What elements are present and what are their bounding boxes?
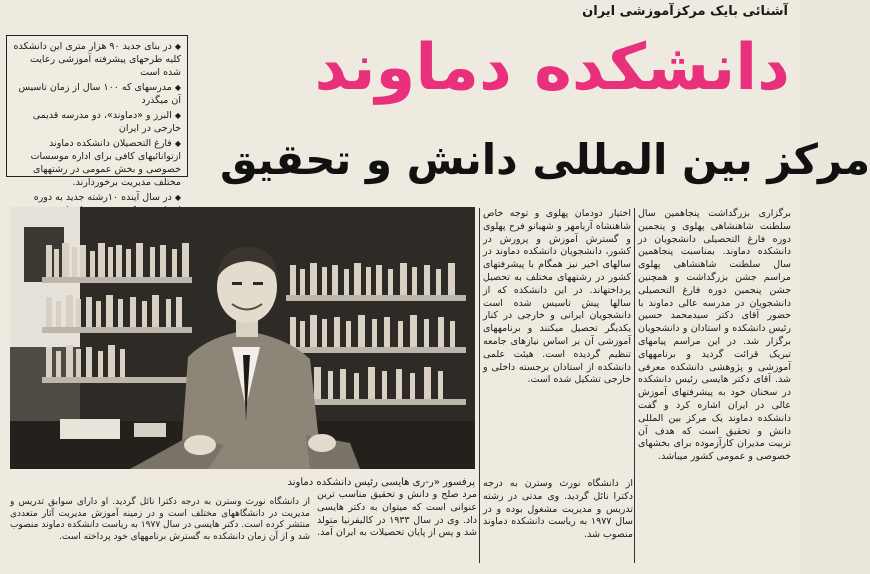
article-column-right bbox=[638, 208, 791, 566]
summary-item: ◆فارغ التحصیلان دانشکده دماوند ازتوانائیهای کافی برای اداره موسسات خصوصی و بخش عمومی در رشتههای مختلف مدیریت برخوردارند. bbox=[30, 138, 181, 188]
kicker: آشنائی بایک مرکزآموزشی ایران bbox=[582, 4, 788, 19]
article-column-bottom-left bbox=[10, 497, 310, 567]
article-column-middle-lower bbox=[483, 478, 633, 572]
article-text: اختیار دودمان پهلوی و توجه خاص شاهنشاه آریامهر و شهبانو فرح پهلوی و گسترش آموزش و پرورش در کشور، دانشجویان دانشکده دماوند در سالهای اخیر نیز همگام با پیشرفتهای کشور در رشتههای مختلف به تحصیل پرداختهاند. در این دانشکده که از سالها پیش تاسیس شده است دانشجویان ایرانی و خارجی در کنار یکدیگر تحصیل میکنند و برنامههای آموزشی آن بر اساس نیازهای جامعه تنظیم گردیده است. هیئت علمی دانشکده از استادان برجسته داخلی و خارجی تشکیل شده است. bbox=[483, 208, 631, 386]
column-divider bbox=[634, 208, 635, 563]
summary-item: ◆در سال آینده ۱۰رشته جدید به دوره bbox=[33, 192, 181, 203]
article-text: برگزاری بزرگداشت پنجاهمین سال سلطنت شاهنشاهی پهلوی و پنجمین دوره فارغ التحصیلی دانشجویان در دانشکده دماوند. بمناسبت پنجاهمین سال سلطنت شاهنشاهی پهلوی مراسم جشن بزرگداشت و همچنین جشن پنجمین دوره فارغ التحصیلی دانشجویان در مدرسه عالی دماوند با حضور آقای دکتر سیدمحمد حسین رئیس دانشکده و استادان و دانشجویان برگزار شد. در این مراسم پیامهای تبریک قرائت گردید و برنامههای آموزشی و پژوهشی دانشکده معرفی شد. آقای دکتر هایسی رئیس دانشکده در سخنان خود به پیشرفتهای آموزش عالی در ایران اشاره کرد و گفت دانشکده دماوند یک مرکز بین المللی دانش و تحقیق است که هدف آن تربیت مدیران کارآزموده برای بخشهای خصوصی و عمومی کشور میباشد. bbox=[638, 208, 791, 463]
summary-item: ◆مدرسهای که ۱۰۰ سال از زمان تاسیس آن میگذرد bbox=[18, 82, 181, 106]
portrait-photo bbox=[10, 207, 475, 469]
article-column-bottom-middle bbox=[317, 489, 477, 569]
summary-item: ◆در بنای جدید ۹۰ هزار متری این دانشکده کلیه طرحهای پیشرفته آموزشی رعایت شده است bbox=[13, 41, 181, 78]
photo-caption: پرفسور «ر-ری هایسی رئیس دانشکده دماوند bbox=[287, 477, 475, 488]
article-column-middle bbox=[483, 208, 631, 473]
headline: دانشکده دماوند bbox=[314, 31, 790, 105]
article-text: مرد صلح و دانش و تحقیق مناسب ترین عنوانی است که میتوان به دکتر هایسی داد. وی در سال ۱۹۳۳ در کالیفرنیا متولد شد و پس از پایان تحصیلات به ایران آمد. bbox=[317, 489, 477, 539]
summary-box bbox=[6, 35, 188, 203]
article-text: از دانشگاه نورث وسترن به درجه دکترا نائل گردید. او دارای سوابق تدریس و مدیریت در دانشگاههای مختلف است و در زمینه آموزش مدیریت آثار متعددی منتشر کرده است. دکتر هایسی در سال ۱۹۷۷ به ریاست دانشکده دماوند منصوب شد و از آن زمان دانشکده به گسترش برنامههای خود پرداخته است. bbox=[10, 497, 310, 542]
summary-item: ◆البرز و «دماوند»، دو مدرسه قدیمی خارجی در ایران bbox=[32, 110, 181, 134]
column-divider bbox=[479, 208, 480, 563]
office-portrait-image bbox=[10, 207, 475, 469]
subheadline: مرکز بین المللی دانش و تحقیق bbox=[220, 135, 870, 184]
article-text: از دانشگاه نورث وسترن به درجه دکترا نائل گردید. وی مدتی در رشته تدریس و مدیریت مشغول بوده و در سال ۱۹۷۷ به ریاست دانشکده دماوند منصوب شد. bbox=[483, 478, 633, 541]
